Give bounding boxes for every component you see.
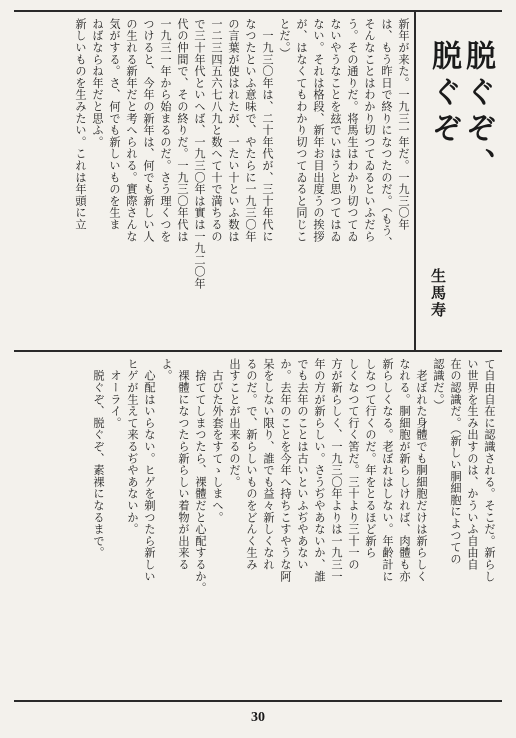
magazine-page: 脱ぐぞ、 脱ぐぞ 生馬寿 新年が来た。一九三一年だ。一九三〇年 は、もう昨日で終りになつたのだ。（もう、 そんなことはわかり切つてゐるといふだら う。その通りだ。将馬生はわかり切つてゐ ないやうなことを玆でいはうと思つてはゐ ない。それは格段、新年お目出度うの挨拶 が、はなくてもわかり切つてゐると同じこ とだ。） 一九三〇年は、二十年代が、三十年代に なつたといふ意味で、やたらに一九三〇年 の言葉が使はれたが、一たい十といふ数は 一二三四五六七八九と数へて十で満ちるの で三十年代といへば、一九三〇年は實は一九二〇年 代の仲間で、その終りだ。一九三〇年代は 一九三一年から始まるのだ。さう理くつを つけると、今年の新年は、何でも新しい人 の生れる新年だと考へられる。實際さんな 気がする。さ、何でも新しいものを生ま ねばならね年だと思ふ。 新しいものを生みたい。これは年頭に立 て自由自在に認識される。そこだ。新らし い世界を生み出すのは、かういふ自由自 在の認識だ。（新しい胴細胞によつての 認識だ。） 老ぼれた身體でも胴細胞だけは新らしく なれる。胴細胞が新らしければ、肉體も亦 新らしくなる。老ぼれはしない。年齢計に しなつて行くのだ。年をとるほど新ら しくなつて行く筈だ。三十より三十一の 方が新らしく、一九三〇年よりは一九三一 年の方が新らしい。さうぢやあないか、誰 でも去年のことは古いといふぢやあない か。去年のことを今年へ持ちこすやうな阿 呆をしない限り、誰でも益々新しくなれ るのだ。で、新らしいものをどんく生み 出すことが出来るのだ。 古びた外套をすてゝしまへ。 捨ててしまつたら、裸體だと心配するか。 裸體になつたら新らしい着物が出来る よ。 心配はいらない。ヒゲを剃つたら新しい ヒゲが生えて来るぢやあないか。 オーライ。 脱ぐぞ、脱ぐぞ、素裸になるまで。 30	[0, 0, 516, 738]
bottom-border	[14, 700, 502, 702]
article-author: 生馬寿	[429, 268, 447, 319]
article-title: 脱ぐぞ、 脱ぐぞ	[426, 40, 495, 184]
page-number: 30	[251, 710, 265, 725]
title-box-left-rule	[414, 12, 416, 350]
middle-divider	[14, 350, 502, 352]
top-border	[14, 10, 502, 12]
